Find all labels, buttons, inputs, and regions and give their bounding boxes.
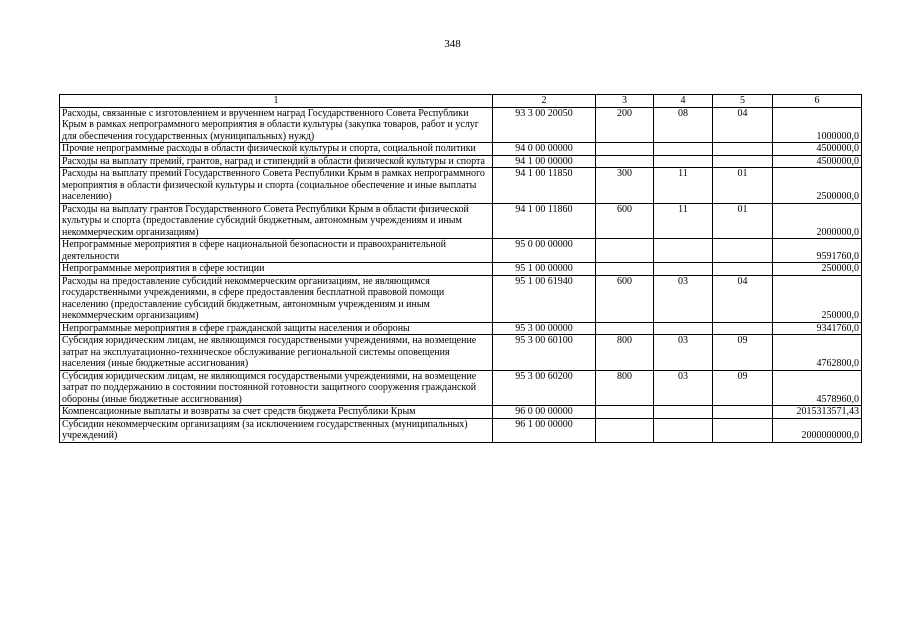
- table-header-row: [60, 95, 862, 108]
- expense-name-cell: Расходы на выплату премий, грантов, наград и стипендий в области физической культуры и спорта: [60, 155, 493, 168]
- section-cell: [654, 418, 713, 442]
- section-cell: [654, 143, 713, 156]
- table-row: [60, 263, 862, 276]
- table-row: [60, 418, 862, 442]
- subsection-cell: 01: [713, 168, 773, 204]
- expense-type-cell: [596, 239, 654, 263]
- expense-name-cell: Субсидия юридическим лицам, не являющимся государствеными учреждениями, на возмещение затрат по поддержанию в состоянии постоянной готовности защитного сооружения гражданской обороны (иные бюджетные ассигнования): [60, 370, 493, 406]
- subsection-cell: [713, 263, 773, 276]
- expense-type-cell: 800: [596, 335, 654, 371]
- subsection-cell: 04: [713, 275, 773, 322]
- subsection-cell: [713, 322, 773, 335]
- subsection-cell: 09: [713, 370, 773, 406]
- amount-cell: 1000000,0: [773, 107, 862, 143]
- header-cell-4: 4: [654, 95, 713, 108]
- section-cell: 08: [654, 107, 713, 143]
- table-row: [60, 370, 862, 406]
- amount-cell: 4578960,0: [773, 370, 862, 406]
- header-cell-6: 6: [773, 95, 862, 108]
- amount-cell: 4500000,0: [773, 155, 862, 168]
- header-cell-2: 2: [493, 95, 596, 108]
- header-cell-5: 5: [713, 95, 773, 108]
- subsection-cell: [713, 155, 773, 168]
- amount-cell: 2000000000,0: [773, 418, 862, 442]
- subsection-cell: [713, 143, 773, 156]
- expense-name-cell: Прочие непрограммные расходы в области физической культуры и спорта, социальной политики: [60, 143, 493, 156]
- amount-cell: 2015313571,43: [773, 406, 862, 419]
- target-code-cell: 94 1 00 00000: [493, 155, 596, 168]
- subsection-cell: [713, 418, 773, 442]
- expense-type-cell: 600: [596, 275, 654, 322]
- table-row: [60, 239, 862, 263]
- expense-name-cell: Непрограммные мероприятия в сфере национальной безопасности и правоохранительной деятельности: [60, 239, 493, 263]
- section-cell: [654, 406, 713, 419]
- expense-name-cell: Расходы, связанные с изготовлением и вручением наград Государственного Совета Республики Крым в рамках непрограммного мероприятия в области культуры (закупка товаров, работ и услуг для обеспечения государственных (муниципальных) нужд): [60, 107, 493, 143]
- expense-name-cell: Субсидия юридическим лицам, не являющимся государствеными учреждениями, на возмещение затрат на эксплуатационно-техническое обслуживание региональной системы оповещения населения (иные бюджетные ассигнования): [60, 335, 493, 371]
- section-cell: [654, 239, 713, 263]
- amount-cell: 2000000,0: [773, 203, 862, 239]
- expense-type-cell: [596, 143, 654, 156]
- table-row: [60, 143, 862, 156]
- target-code-cell: 94 1 00 11860: [493, 203, 596, 239]
- amount-cell: 250000,0: [773, 263, 862, 276]
- expense-type-cell: [596, 418, 654, 442]
- expense-name-cell: Расходы на выплату грантов Государственного Совета Республики Крым в области физической культуры и спорта (предоставление субсидий бюджетным, автономным учреждениям и иным некоммерческим организациям): [60, 203, 493, 239]
- expense-name-cell: Компенсационные выплаты и возвраты за счет средств бюджета Республики Крым: [60, 406, 493, 419]
- section-cell: 03: [654, 370, 713, 406]
- subsection-cell: 09: [713, 335, 773, 371]
- subsection-cell: [713, 406, 773, 419]
- target-code-cell: 94 1 00 11850: [493, 168, 596, 204]
- expense-name-cell: Расходы на выплату премий Государственного Совета Республики Крым в рамках непрограммного мероприятия в области физической культуры и спорта (социальное обеспечение и иные выплаты населению): [60, 168, 493, 204]
- table-row: [60, 406, 862, 419]
- target-code-cell: 94 0 00 00000: [493, 143, 596, 156]
- expense-name-cell: Непрограммные мероприятия в сфере гражданской защиты населения и обороны: [60, 322, 493, 335]
- budget-table: [59, 94, 862, 443]
- table-row: [60, 168, 862, 204]
- subsection-cell: [713, 239, 773, 263]
- expense-name-cell: Субсидии некоммерческим организациям (за исключением государственных (муниципальных) учреждений): [60, 418, 493, 442]
- expense-name-cell: Непрограммные мероприятия в сфере юстиции: [60, 263, 493, 276]
- section-cell: 03: [654, 335, 713, 371]
- table-row: [60, 203, 862, 239]
- header-cell-1: 1: [60, 95, 493, 108]
- expense-type-cell: [596, 322, 654, 335]
- expense-type-cell: [596, 155, 654, 168]
- table-row: [60, 107, 862, 143]
- target-code-cell: 95 3 00 00000: [493, 322, 596, 335]
- expense-type-cell: 800: [596, 370, 654, 406]
- expense-name-cell: Расходы на предоставление субсидий некоммерческим организациям, не являющимся государственными учреждениями, в сфере предоставления бесплатной правовой помощи населению (предоставление субсидий бюджетным, автономным учреждениям и иным некоммерческим организациям): [60, 275, 493, 322]
- subsection-cell: 04: [713, 107, 773, 143]
- target-code-cell: 95 1 00 00000: [493, 263, 596, 276]
- target-code-cell: 95 1 00 61940: [493, 275, 596, 322]
- table-row: [60, 155, 862, 168]
- target-code-cell: 95 0 00 00000: [493, 239, 596, 263]
- target-code-cell: 95 3 00 60200: [493, 370, 596, 406]
- section-cell: [654, 155, 713, 168]
- amount-cell: 4500000,0: [773, 143, 862, 156]
- expense-type-cell: 300: [596, 168, 654, 204]
- target-code-cell: 95 3 00 60100: [493, 335, 596, 371]
- target-code-cell: 93 3 00 20050: [493, 107, 596, 143]
- table-row: [60, 275, 862, 322]
- table-row: [60, 322, 862, 335]
- amount-cell: 250000,0: [773, 275, 862, 322]
- page-number: 348: [444, 38, 461, 50]
- section-cell: 03: [654, 275, 713, 322]
- amount-cell: 9341760,0: [773, 322, 862, 335]
- table-body: [60, 95, 862, 443]
- expense-type-cell: 200: [596, 107, 654, 143]
- amount-cell: 2500000,0: [773, 168, 862, 204]
- header-cell-3: 3: [596, 95, 654, 108]
- amount-cell: 4762800,0: [773, 335, 862, 371]
- table-row: [60, 335, 862, 371]
- section-cell: [654, 263, 713, 276]
- expense-type-cell: [596, 263, 654, 276]
- expense-type-cell: [596, 406, 654, 419]
- target-code-cell: 96 1 00 00000: [493, 418, 596, 442]
- section-cell: 11: [654, 203, 713, 239]
- amount-cell: 9591760,0: [773, 239, 862, 263]
- target-code-cell: 96 0 00 00000: [493, 406, 596, 419]
- section-cell: 11: [654, 168, 713, 204]
- section-cell: [654, 322, 713, 335]
- expense-type-cell: 600: [596, 203, 654, 239]
- subsection-cell: 01: [713, 203, 773, 239]
